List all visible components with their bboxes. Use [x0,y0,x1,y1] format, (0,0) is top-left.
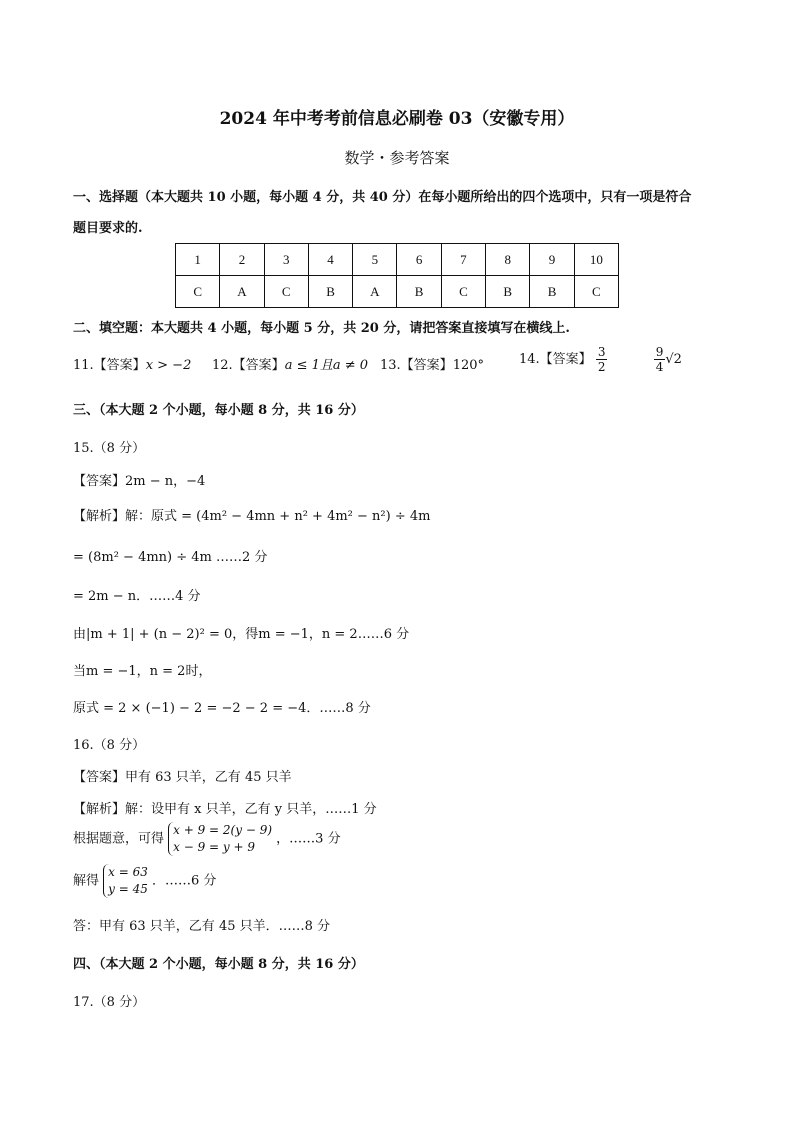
q14-root: √2 [665,352,682,367]
q16-line3 [73,864,216,898]
question-number-cell: 1 [176,244,220,276]
answer-cell: A [353,276,397,308]
q15-label: 15.（8 分） [73,441,146,456]
q16-line3-suffix: ．……6 分 [152,873,217,889]
q15-line2: = (8m² − 4mn) ÷ 4m ……2 分 [73,550,268,565]
section1-heading-line1: 一、选择题（本大题共 10 小题，每小题 4 分，共 40 分）在每小题所给出的四个选项中，只有一项是符合 [73,190,692,205]
answer-cell: C [574,276,618,308]
question-number-cell: 4 [308,244,352,276]
q13-answer [380,354,484,373]
question-number-cell: 6 [397,244,441,276]
q11-label: 11.【答案】 [73,358,146,373]
section1-heading-line2: 题目要求的. [73,221,143,236]
q11-value: x > −2 [145,358,192,373]
q11-answer [73,354,191,373]
q16-answer: 【答案】甲有 63 只羊，乙有 45 只羊 [73,770,292,785]
q14-fraction-1: $\frac{3}{2}$ [597,345,606,374]
section4-heading: 四、（本大题 2 个小题，每小题 8 分，共 16 分） [73,957,364,972]
answer-cell: C [264,276,308,308]
q15-line3: = 2m − n．……4 分 [73,589,201,604]
question-number-cell: 7 [441,244,485,276]
equation-system-2 [103,864,148,898]
q14-answer [519,345,682,374]
q14-label: 14.【答案】 [519,352,592,367]
q16-line4: 答：甲有 63 只羊，乙有 45 只羊．……8 分 [73,919,331,934]
answer-cell: C [441,276,485,308]
q12-value: a ≤ 1且a ≠ 0 [284,358,369,373]
equation-2b: y = 45 [108,882,148,896]
answer-cell: B [530,276,574,308]
q14-fraction-2: $\frac{9}{4}$ [655,345,664,374]
q16-line2-prefix: 根据题意，可得 [73,831,165,847]
question-number-cell: 3 [264,244,308,276]
q15-answer: 【答案】2m − n，−4 [73,474,206,489]
question-number-cell: 9 [530,244,574,276]
q16-line2-suffix: ，……3 分 [276,831,341,847]
q13-value: 120° [452,358,485,373]
answer-cell: C [176,276,220,308]
question-number-cell: 8 [486,244,530,276]
answer-cell: A [220,276,264,308]
q15-line1: 【解析】解：原式 = (4m² − 4mn + n² + 4m² − n²) ÷ 4m [73,509,431,524]
equation-system-1 [168,822,272,856]
question-number-cell: 5 [353,244,397,276]
q17-label: 17.（8 分） [73,995,146,1010]
question-number-cell: 2 [220,244,264,276]
equation-1a: x + 9 = 2(y − 9) [173,823,273,837]
answer-table-number-row [176,244,619,276]
page-title: 2024 年中考考前信息必刷卷 03（安徽专用） [219,109,575,129]
page-subtitle: 数学・参考答案 [344,149,450,167]
section2-heading: 二、填空题：本大题共 4 小题，每小题 5 分，共 20 分，请把答案直接填写在横线上. [73,321,570,336]
answer-table-answer-row [176,276,619,308]
q12-label: 12.【答案】 [212,358,285,373]
q16-label: 16.（8 分） [73,738,146,753]
equation-1b: x − 9 = y + 9 [173,840,256,854]
question-number-cell: 10 [574,244,618,276]
q16-line2 [73,822,341,856]
q15-line4: 由|m + 1| + (n − 2)² = 0，得m = −1，n = 2……6 分 [73,627,410,642]
equation-2a: x = 63 [108,865,148,879]
section3-heading: 三、（本大题 2 个小题，每小题 8 分，共 16 分） [73,403,364,418]
q16-line3-prefix: 解得 [73,873,100,889]
answer-cell: B [308,276,352,308]
answer-table [175,243,619,308]
q15-line5: 当m = −1，n = 2时， [73,664,212,679]
q15-line6: 原式 = 2 × (−1) − 2 = −2 − 2 = −4．……8 分 [73,701,371,716]
q12-answer [212,354,368,373]
q13-label: 13.【答案】 [380,358,453,373]
answer-cell: B [397,276,441,308]
answer-cell: B [486,276,530,308]
q16-line1: 【解析】解：设甲有 x 只羊，乙有 y 只羊，……1 分 [73,802,377,817]
